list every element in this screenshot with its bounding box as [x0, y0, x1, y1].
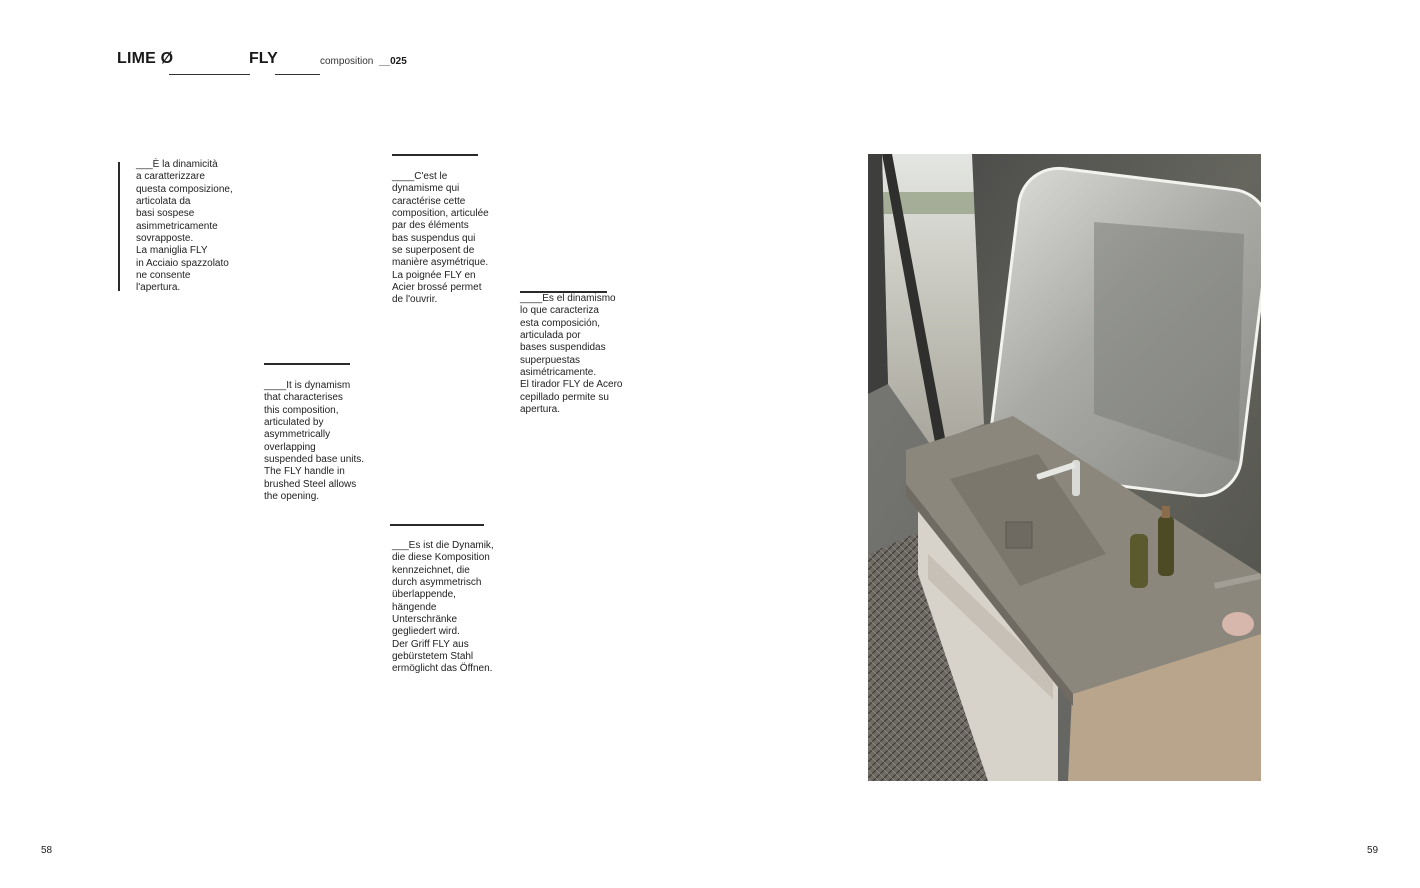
drain	[1006, 522, 1032, 548]
italian-text: ___È la dinamicità a caratterizzare questa composizione, articolata da basi sospese asimmetricamente sovrapposte. La maniglia FLY in Acciaio spazzolato ne consente l'apertura.	[136, 159, 233, 294]
german-rule	[390, 524, 484, 526]
page-number-left: 58	[41, 845, 53, 856]
soap-dish	[1222, 612, 1254, 636]
italian-vertical-rule	[118, 162, 120, 291]
dark-bottle	[1158, 516, 1174, 576]
composition-number: __025	[379, 56, 407, 67]
english-rule	[264, 363, 350, 365]
model-underline	[275, 74, 320, 75]
bottle-cap	[1162, 506, 1170, 518]
bathroom-illustration	[868, 154, 1261, 781]
french-rule	[392, 154, 478, 156]
series-title: LIME Ø	[117, 50, 174, 67]
title-underline	[169, 74, 250, 75]
composition-label: composition	[320, 56, 374, 67]
page-number-right: 59	[1367, 845, 1379, 856]
bathroom-photo	[868, 154, 1261, 781]
oil-bottle	[1130, 534, 1148, 588]
english-text: ____It is dynamism that characterises this composition, articulated by asymmetrically overlapping suspended base units. The FLY handle in brushed Steel allows the opening.	[264, 380, 365, 503]
french-text: ____C'est le dynamisme qui caractérise cette composition, articulée par des éléments bas suspendus qui se superposent de manière asymétrique. La poignée FLY en Acier brossé permet de l'ouvrir.	[392, 171, 489, 306]
spanish-text: ____Es el dinamismo lo que caracteriza esta composición, articulada por bases suspendidas superpuestas asimétricamente. El tirador FLY de Acero cepillado permite su apertura.	[520, 293, 623, 416]
german-text: ___Es ist die Dynamik, die diese Komposition kennzeichnet, die durch asymmetrisch überlappende, hängende Unterschränke gegliedert wird. Der Griff FLY aus gebürstetem Stahl ermöglicht das Öffnen.	[392, 540, 494, 675]
model-title: FLY	[249, 50, 278, 67]
